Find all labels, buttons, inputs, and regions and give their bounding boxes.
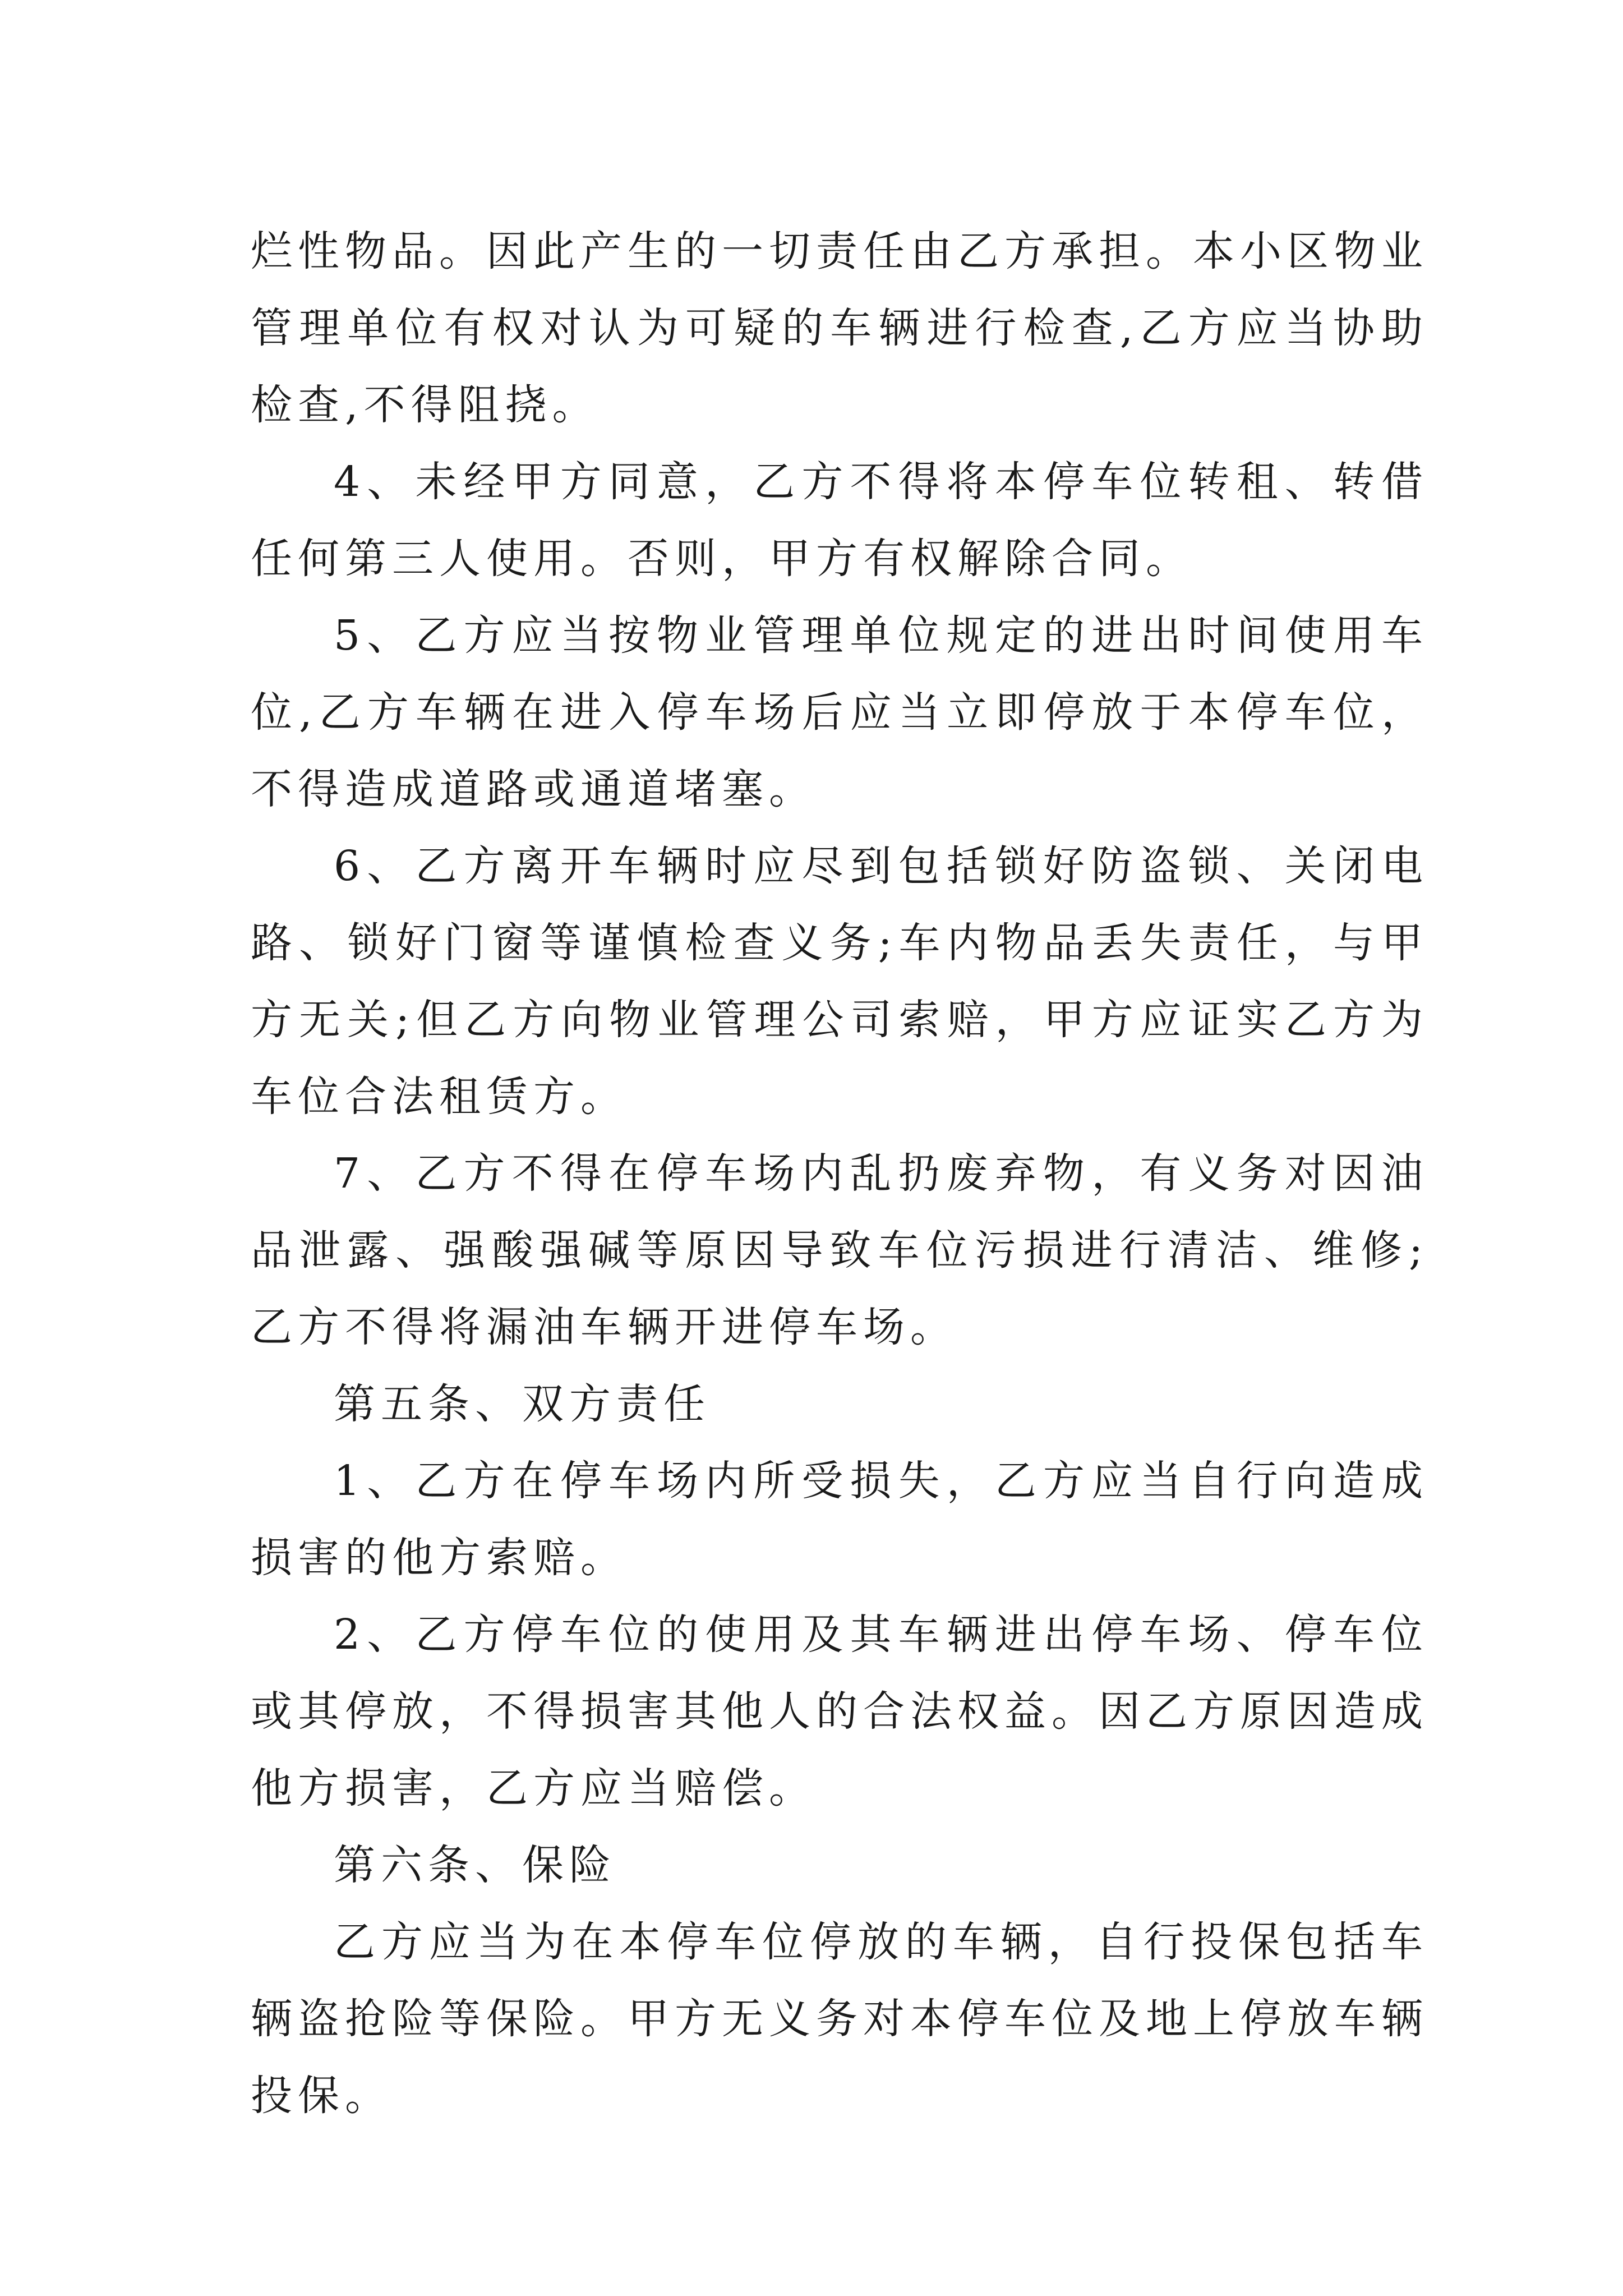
paragraph-clause-6: 6、乙方离开车辆时应尽到包括锁好防盗锁、关闭电路、锁好门窗等谨慎检查义务;车内物品丢失责任，与甲方无关;但乙方向物业管理公司索赔，甲方应证实乙方为车位合法租赁方。	[251, 842, 1428, 1121]
document-body	[251, 213, 1428, 2134]
paragraph-clause-4: 4、未经甲方同意，乙方不得将本停车位转租、转借任何第三人使用。否则，甲方有权解除合同。	[251, 458, 1428, 583]
paragraph-clause-7: 7、乙方不得在停车场内乱扔废弃物，有义务对因油品泄露、强酸强碱等原因导致车位污损进行清洁、维修;乙方不得将漏油车辆开进停车场。	[251, 1149, 1428, 1351]
paragraph-article-5-item-1: 1、乙方在停车场内所受损失，乙方应当自行向造成损害的他方索赔。	[251, 1457, 1428, 1582]
paragraph-continuation: 烂性物品。因此产生的一切责任由乙方承担。本小区物业管理单位有权对认为可疑的车辆进行检查,乙方应当协助检查,不得阻挠。	[251, 227, 1428, 429]
paragraph-article-6-body: 乙方应当为在本停车位停放的车辆，自行投保包括车辆盗抢险等保险。甲方无义务对本停车位及地上停放车辆投保。	[251, 1918, 1428, 2120]
section-heading-article-6: 第六条、保险	[334, 1841, 616, 1889]
paragraph-clause-5: 5、乙方应当按物业管理单位规定的进出时间使用车位,乙方车辆在进入停车场后应当立即停放于本停车位，不得造成道路或通道堵塞。	[251, 611, 1428, 813]
paragraph-article-5-item-2: 2、乙方停车位的使用及其车辆进出停车场、停车位或其停放，不得损害其他人的合法权益。因乙方原因造成他方损害，乙方应当赔偿。	[251, 1611, 1428, 1812]
section-heading-article-5: 第五条、双方责任	[334, 1380, 711, 1428]
